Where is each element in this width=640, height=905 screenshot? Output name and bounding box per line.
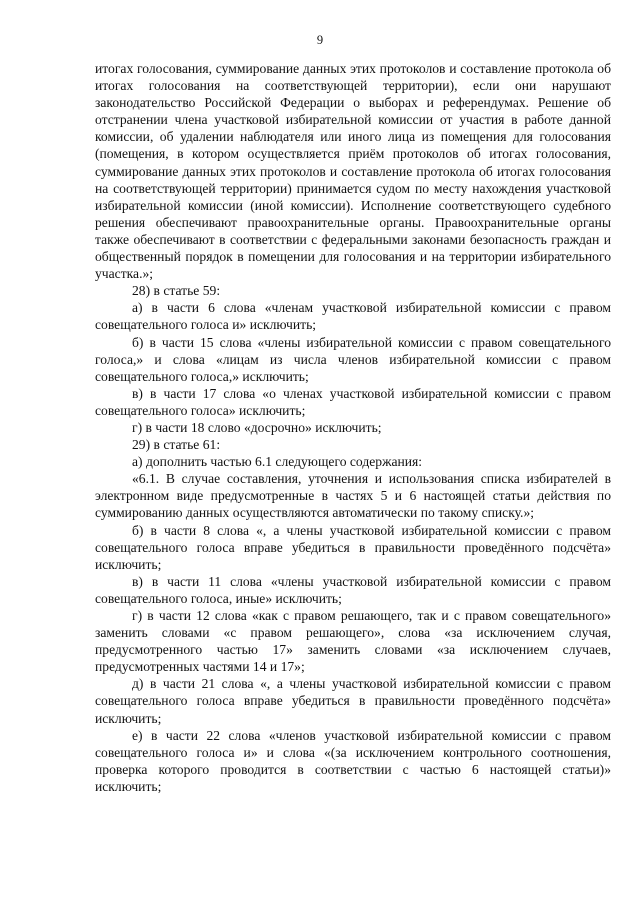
paragraph-item-29e: е) в части 22 слова «членов участковой избирательной комиссии с правом совещательного голоса и» и слова «(за исключением контрольного соотношения, проверка которого проводится в соответствии с частью 6 настоящей статьи)» исключить; — [95, 727, 611, 794]
paragraph-item-29: 29) в статье 61: — [132, 437, 221, 453]
paragraph-item-29d: д) в части 21 слова «, а члены участковой избирательной комиссии с правом совещательного голоса вправе убедиться в правильности проведённого подсчёта» исключить; — [95, 676, 611, 726]
paragraph-item-29b: б) в части 8 слова «, а члены участковой избирательной комиссии с правом совещательного голоса вправе убедиться в правильности проведённого подсчёта» исключить; — [95, 522, 611, 572]
document-body — [95, 60, 611, 795]
paragraph-item-28v: в) в части 17 слова «о членах участковой избирательной комиссии с правом совещательного голоса» исключить; — [95, 385, 611, 418]
paragraph-quote-6-1: «6.1. В случае составления, уточнения и использования списка избирателей в электронном виде предусмотренные в частях 5 и 6 настоящей статьи действия по суммированию данных осуществляются автоматически по такому списку.»; — [95, 471, 611, 521]
paragraph-item-29g: г) в части 12 слова «как с правом решающего, так и с правом совещательного» заменить словами «с правом решающего», слова «за исключением случая, предусмотренного частью 17» заменить словами «за исключением случаев, предусмотренных частями 14 и 17»; — [95, 608, 611, 675]
paragraph-item-28g: г) в части 18 слово «досрочно» исключить; — [132, 419, 382, 435]
paragraph-item-28b: б) в части 15 слова «члены избирательной комиссии с правом совещательного голоса,» и слова «лицам из числа членов избирательной комиссии с правом совещательного голоса,» исключить; — [95, 334, 611, 384]
paragraph-item-28: 28) в статье 59: — [132, 283, 221, 299]
paragraph-item-28a: а) в части 6 слова «членам участковой избирательной комиссии с правом совещательного голоса и» исключить; — [95, 300, 611, 333]
page-number: 9 — [316, 33, 324, 47]
paragraph-continuation: итогах голосования, суммирование данных этих протоколов и составление протокола об итогах голосования на соответствующей территории), если они нарушают законодательство Российской Федерации о выборах и референдумах. Решение об отстранении члена участковой избирательной комиссии от участия в работе данной комиссии, об удалении наблюдателя или иного лица из помещения для голосования (помещения, в котором осуществляется приём протоколов об итогах голосования, суммирование данных этих протоколов и составление протокола об итогах голосования на соответствующей территории) принимается судом по месту нахождения участковой избирательной комиссии (иной комиссии). Исполнение соответствующего судебного решения обеспечивают правоохранительные органы. Правоохранительные органы также обеспечивают в соответствии с федеральными законами безопасность граждан и общественный порядок в помещении для голосования и на территории избирательного участка.»; — [95, 61, 611, 282]
paragraph-item-29v: в) в части 11 слова «члены участковой избирательной комиссии с правом совещательного голоса, иные» исключить; — [95, 573, 611, 606]
paragraph-item-29a: а) дополнить частью 6.1 следующего содержания: — [132, 454, 423, 470]
